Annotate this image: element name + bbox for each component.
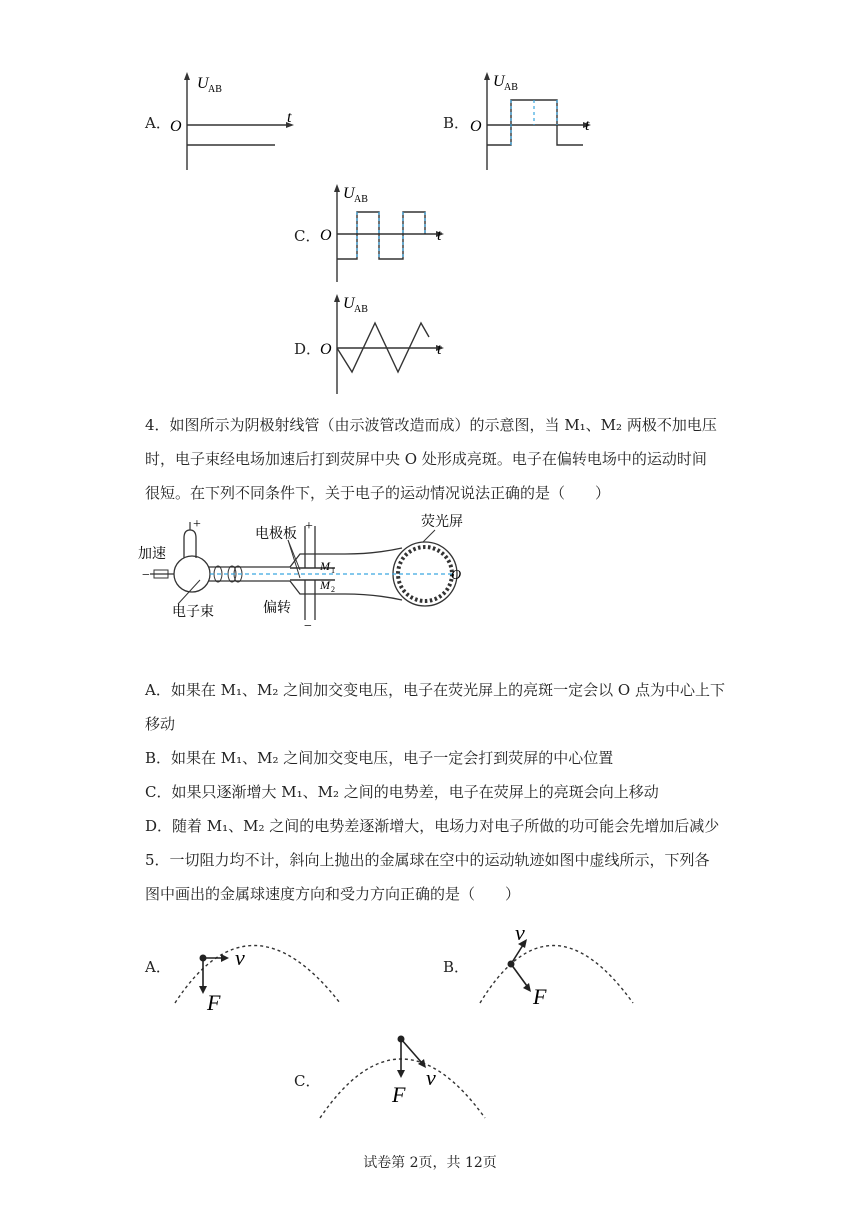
q3-option-a-label: A． — [145, 114, 171, 132]
svg-text:M: M — [320, 559, 330, 573]
svg-text:t: t — [287, 109, 292, 126]
svg-text:加速: 加速 — [138, 547, 166, 562]
q5-figure-b — [465, 918, 655, 1018]
q4-option-a-line-1: A．如果在 M₁、M₂ 之间加交变电压，电子在荧光屏上的亮斑一定会以 O 点为中心上下 — [145, 681, 725, 699]
svg-text:U: U — [343, 295, 355, 312]
svg-text:荧光屏: 荧光屏 — [421, 515, 463, 530]
svg-text:−: − — [142, 568, 150, 583]
svg-text:U: U — [343, 185, 355, 202]
q4-stem-line-2: 时，电子束经电场加速后打到荧屏中央 O 处形成亮斑。电子在偏转电场中的运动时间 — [145, 450, 707, 468]
q5-stem-line-2: 图中画出的金属球速度方向和受力方向正确的是（ ） — [145, 885, 521, 903]
q4-option-c: C．如果只逐渐增大 M₁、M₂ 之间的电势差，电子在荧屏上的亮斑会向上移动 — [145, 783, 659, 801]
svg-text:F: F — [533, 984, 547, 1009]
q3-option-d-label: D． — [294, 340, 322, 358]
svg-text:F: F — [207, 990, 221, 1015]
svg-text:AB: AB — [354, 304, 368, 315]
svg-text:M: M — [320, 578, 330, 592]
cathode-ray-tube-figure — [140, 512, 470, 632]
svg-text:AB: AB — [208, 84, 222, 95]
svg-text:U: U — [197, 75, 209, 92]
svg-text:电子束: 电子束 — [172, 605, 214, 620]
svg-text:O: O — [170, 118, 182, 135]
svg-text:−: − — [304, 619, 312, 634]
svg-text:偏转: 偏转 — [263, 601, 291, 616]
q3-graph-a — [165, 70, 305, 175]
q5-option-b-label: B． — [443, 958, 470, 976]
q5-option-a-label: A． — [145, 958, 171, 976]
svg-text:+: + — [193, 517, 201, 532]
q4-stem-line-1: 4．如图所示为阴极射线管（由示波管改造而成）的示意图，当 M₁、M₂ 两极不加电压 — [145, 416, 717, 434]
svg-text:t: t — [585, 117, 590, 134]
q5-figure-c — [315, 1030, 505, 1130]
svg-text:t: t — [437, 227, 442, 244]
svg-text:O: O — [470, 118, 482, 135]
page-footer: 试卷第 2页，共 12页 — [363, 1155, 497, 1171]
svg-text:O: O — [320, 227, 332, 244]
q4-option-d: D．随着 M₁、M₂ 之间的电势差逐渐增大，电场力对电子所做的功可能会先增加后减少 — [145, 817, 720, 835]
svg-text:2: 2 — [331, 585, 335, 594]
svg-text:F: F — [392, 1082, 406, 1107]
svg-text:v: v — [515, 920, 525, 945]
q4-option-b: B．如果在 M₁、M₂ 之间加交变电压，电子一定会打到荧屏的中心位置 — [145, 749, 614, 767]
svg-text:t: t — [437, 341, 442, 358]
svg-text:电极板: 电极板 — [255, 527, 297, 542]
q3-option-c-label: C． — [294, 227, 321, 245]
svg-text:v: v — [235, 945, 245, 970]
svg-text:AB: AB — [354, 194, 368, 205]
q3-option-b-label: B． — [443, 114, 470, 132]
svg-text:AB: AB — [504, 82, 518, 93]
svg-text:O: O — [451, 568, 462, 583]
q3-graph-b — [465, 70, 605, 175]
svg-text:U: U — [493, 73, 505, 90]
svg-text:v: v — [426, 1065, 436, 1090]
q5-figure-a — [165, 918, 355, 1018]
q4-option-a-line-2: 移动 — [145, 715, 176, 733]
q4-stem-line-3: 很短。在下列不同条件下，关于电子的运动情况说法正确的是（ ） — [145, 484, 611, 502]
svg-text:+: + — [305, 519, 313, 534]
q3-graph-c — [315, 182, 455, 287]
svg-text:1: 1 — [331, 566, 335, 575]
svg-text:O: O — [320, 341, 332, 358]
q3-graph-d — [315, 292, 455, 397]
q5-stem-line-1: 5．一切阻力均不计，斜向上抛出的金属球在空中的运动轨迹如图中虚线所示，下列各 — [145, 851, 710, 869]
q5-option-c-label: C． — [294, 1072, 321, 1090]
